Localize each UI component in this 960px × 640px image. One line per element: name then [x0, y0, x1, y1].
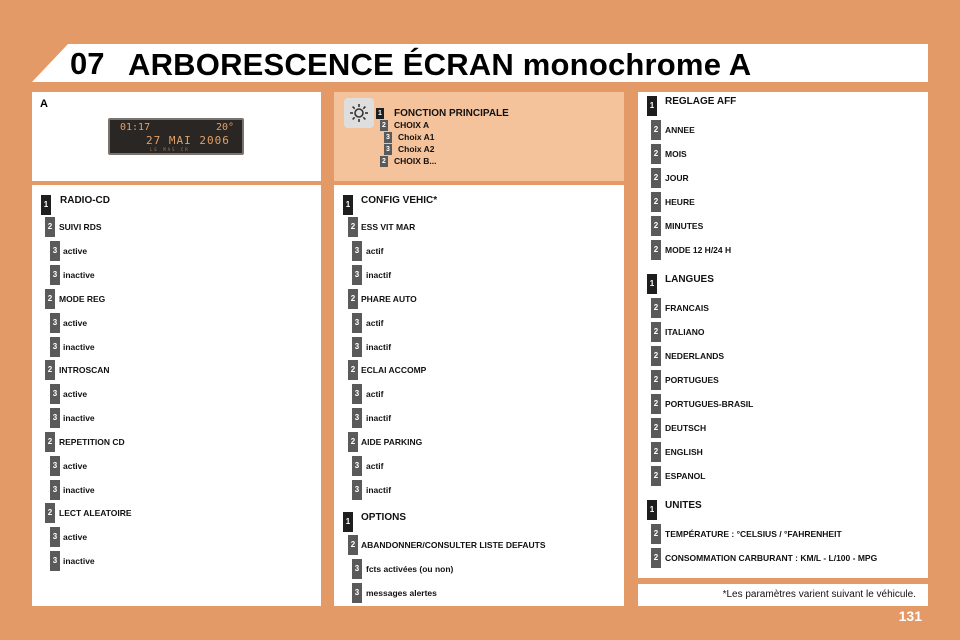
- menu-label: active: [63, 246, 88, 256]
- menu-row: [32, 456, 321, 476]
- menu-label: MODE REG: [59, 294, 106, 304]
- level-2-badge: 2: [348, 217, 358, 237]
- menu-row: [638, 346, 928, 366]
- level-2-badge: 2: [380, 156, 388, 167]
- menu-label: ITALIANO: [665, 327, 705, 337]
- level-3-badge: 3: [352, 456, 362, 476]
- menu-row: [638, 192, 928, 212]
- level-1-badge: 1: [647, 96, 657, 116]
- level-3-badge: 3: [50, 456, 60, 476]
- menu-label: NEDERLANDS: [665, 351, 725, 361]
- menu-row: [638, 466, 928, 486]
- legend-label: FONCTION PRINCIPALE: [394, 108, 509, 119]
- menu-row: [334, 456, 624, 476]
- menu-row: [638, 370, 928, 390]
- level-1-badge: 1: [647, 500, 657, 520]
- menu-row: [638, 298, 928, 318]
- menu-row: [638, 394, 928, 414]
- level-2-badge: 2: [348, 360, 358, 380]
- menu-label: PORTUGUES: [665, 375, 719, 385]
- menu-row: [638, 216, 928, 236]
- level-3-badge: 3: [352, 313, 362, 333]
- level-2-badge: 2: [651, 298, 661, 318]
- level-3-badge: 3: [352, 480, 362, 500]
- menu-label: active: [63, 389, 88, 399]
- monochrome-display: [108, 118, 244, 155]
- legend-label: Choix A2: [398, 144, 435, 154]
- page-title: ARBORESCENCE ÉCRAN monochrome A: [128, 47, 752, 82]
- menu-label: MINUTES: [665, 221, 704, 231]
- level-2-badge: 2: [651, 394, 661, 414]
- level-1-badge: 1: [343, 512, 353, 532]
- menu-row: [638, 548, 928, 568]
- menu-label: LECT ALEATOIRE: [59, 508, 132, 518]
- menu-label: inactive: [63, 413, 95, 423]
- legend-label: CHOIX B...: [394, 156, 437, 166]
- level-3-badge: 3: [50, 408, 60, 428]
- level-1-badge: 1: [647, 274, 657, 294]
- menu-row: [638, 96, 928, 116]
- level-1-badge: 1: [376, 108, 384, 119]
- menu-label: ECLAI ACCOMP: [361, 365, 427, 375]
- level-3-badge: 3: [50, 265, 60, 285]
- menu-row: [32, 432, 321, 452]
- level-2-badge: 2: [651, 120, 661, 140]
- menu-row: [334, 337, 624, 357]
- footnote-panel: [638, 584, 928, 606]
- menu-row: [334, 583, 624, 603]
- level-3-badge: 3: [50, 551, 60, 571]
- menu-row: [334, 384, 624, 404]
- level-3-badge: 3: [384, 144, 392, 155]
- menu-label: RADIO-CD: [60, 195, 110, 206]
- level-2-badge: 2: [651, 168, 661, 188]
- menu-label: fcts activées (ou non): [366, 564, 454, 574]
- menu-label: actif: [366, 246, 384, 256]
- menu-row: [638, 144, 928, 164]
- level-2-badge: 2: [651, 442, 661, 462]
- menu-label: inactive: [63, 556, 95, 566]
- menu-row: [334, 512, 624, 532]
- level-2-badge: 2: [651, 524, 661, 544]
- menu-row: [638, 274, 928, 294]
- menu-row: [334, 265, 624, 285]
- menu-row: [32, 337, 321, 357]
- settings-gear-icon: [344, 98, 374, 128]
- menu-label: inactif: [366, 413, 392, 423]
- level-1-badge: 1: [41, 195, 51, 215]
- level-2-badge: 2: [45, 360, 55, 380]
- level-3-badge: 3: [50, 527, 60, 547]
- menu-row: [334, 480, 624, 500]
- level-2-badge: 2: [348, 535, 358, 555]
- menu-label: actif: [366, 389, 384, 399]
- menu-label: MOIS: [665, 149, 687, 159]
- menu-label: CONSOMMATION CARBURANT : KM/L - L/100 - MPG: [665, 553, 878, 563]
- menu-row: [638, 418, 928, 438]
- level-3-badge: 3: [352, 265, 362, 285]
- level-2-badge: 2: [651, 370, 661, 390]
- menu-row: [334, 360, 624, 380]
- menu-row: [32, 360, 321, 380]
- menu-row: [32, 384, 321, 404]
- menu-label: inactive: [63, 485, 95, 495]
- menu-label: LANGUES: [665, 274, 714, 285]
- menu-label: REPETITION CD: [59, 437, 125, 447]
- menu-row: [638, 524, 928, 544]
- menu-row: [638, 442, 928, 462]
- menu-label: AIDE PARKING: [361, 437, 423, 447]
- menu-row: [638, 500, 928, 520]
- display-temp: 20°: [215, 122, 234, 133]
- level-2-badge: 2: [651, 466, 661, 486]
- level-3-badge: 3: [50, 313, 60, 333]
- level-3-badge: 3: [352, 337, 362, 357]
- menu-label: inactif: [366, 485, 392, 495]
- legend-panel: [334, 92, 624, 181]
- menu-label: inactive: [63, 270, 95, 280]
- legend-label: Choix A1: [398, 132, 435, 142]
- menu-label: PORTUGUES-BRASIL: [665, 399, 754, 409]
- menu-row: [334, 195, 624, 215]
- menu-label: REGLAGE AFF: [665, 96, 737, 107]
- level-3-badge: 3: [50, 384, 60, 404]
- menu-label: inactif: [366, 270, 392, 280]
- menu-label: active: [63, 318, 88, 328]
- level-3-badge: 3: [352, 408, 362, 428]
- legend-label: CHOIX A: [394, 120, 430, 130]
- menu-row: [638, 240, 928, 260]
- menu-label: UNITES: [665, 500, 702, 511]
- screen-panel: [32, 92, 321, 181]
- level-3-badge: 3: [50, 480, 60, 500]
- menu-label: PHARE AUTO: [361, 294, 417, 304]
- level-2-badge: 2: [380, 120, 388, 131]
- menu-row: [334, 535, 624, 555]
- chapter-number: 07: [70, 46, 105, 81]
- menu-row: [32, 527, 321, 547]
- radio-cd-panel: [32, 185, 321, 606]
- menu-label: ANNEE: [665, 125, 695, 135]
- menu-label: FRANCAIS: [665, 303, 709, 313]
- menu-row: [32, 217, 321, 237]
- menu-row: [32, 503, 321, 523]
- menu-label: messages alertes: [366, 588, 437, 598]
- level-3-badge: 3: [352, 583, 362, 603]
- menu-row: [32, 195, 321, 215]
- menu-row: [334, 432, 624, 452]
- menu-label: inactif: [366, 342, 392, 352]
- menu-label: active: [63, 461, 88, 471]
- level-2-badge: 2: [45, 503, 55, 523]
- menu-row: [32, 480, 321, 500]
- menu-row: [334, 241, 624, 261]
- level-3-badge: 3: [352, 384, 362, 404]
- level-2-badge: 2: [651, 240, 661, 260]
- display-sub: LE MAS CR: [150, 147, 190, 152]
- level-3-badge: 3: [352, 559, 362, 579]
- menu-label: inactive: [63, 342, 95, 352]
- level-3-badge: 3: [384, 132, 392, 143]
- level-3-badge: 3: [50, 241, 60, 261]
- screen-label: A: [40, 98, 48, 110]
- display-date: 27 MAI 2006: [146, 134, 230, 147]
- level-3-badge: 3: [50, 337, 60, 357]
- menu-label: ESPANOL: [665, 471, 706, 481]
- page-number: 131: [898, 608, 922, 624]
- menu-row: [638, 120, 928, 140]
- level-3-badge: 3: [352, 241, 362, 261]
- menu-row: [638, 168, 928, 188]
- menu-row: [32, 551, 321, 571]
- menu-label: actif: [366, 318, 384, 328]
- level-2-badge: 2: [348, 432, 358, 452]
- menu-label: HEURE: [665, 197, 695, 207]
- menu-label: CONFIG VEHIC*: [361, 195, 438, 206]
- menu-row: [32, 265, 321, 285]
- menu-label: ESS VIT MAR: [361, 222, 416, 232]
- menu-label: active: [63, 532, 88, 542]
- level-2-badge: 2: [651, 216, 661, 236]
- menu-row: [638, 322, 928, 342]
- menu-label: JOUR: [665, 173, 689, 183]
- level-2-badge: 2: [45, 289, 55, 309]
- menu-label: MODE 12 H/24 H: [665, 245, 732, 255]
- menu-label: OPTIONS: [361, 512, 407, 523]
- menu-row: [334, 559, 624, 579]
- level-2-badge: 2: [651, 548, 661, 568]
- menu-row: [32, 313, 321, 333]
- config-vehic-panel: [334, 185, 624, 606]
- level-2-badge: 2: [651, 346, 661, 366]
- level-2-badge: 2: [45, 217, 55, 237]
- level-2-badge: 2: [348, 289, 358, 309]
- level-2-badge: 2: [651, 418, 661, 438]
- menu-label: SUIVI RDS: [59, 222, 102, 232]
- reglage-panel: [638, 92, 928, 578]
- menu-row: [32, 408, 321, 428]
- menu-row: [334, 313, 624, 333]
- menu-label: actif: [366, 461, 384, 471]
- menu-label: ENGLISH: [665, 447, 703, 457]
- level-2-badge: 2: [45, 432, 55, 452]
- menu-row: [334, 408, 624, 428]
- menu-label: ABANDONNER/CONSULTER LISTE DEFAUTS: [361, 540, 546, 550]
- menu-label: INTROSCAN: [59, 365, 110, 375]
- menu-row: [32, 241, 321, 261]
- display-time: 01:17: [120, 122, 151, 133]
- menu-label: TEMPÉRATURE : °CELSIUS / °FAHRENHEIT: [665, 529, 842, 539]
- menu-row: [334, 289, 624, 309]
- level-1-badge: 1: [343, 195, 353, 215]
- level-2-badge: 2: [651, 322, 661, 342]
- level-2-badge: 2: [651, 192, 661, 212]
- footnote-text: *Les paramètres varient suivant le véhicule.: [722, 589, 916, 600]
- menu-row: [334, 217, 624, 237]
- level-2-badge: 2: [651, 144, 661, 164]
- menu-label: DEUTSCH: [665, 423, 707, 433]
- menu-row: [32, 289, 321, 309]
